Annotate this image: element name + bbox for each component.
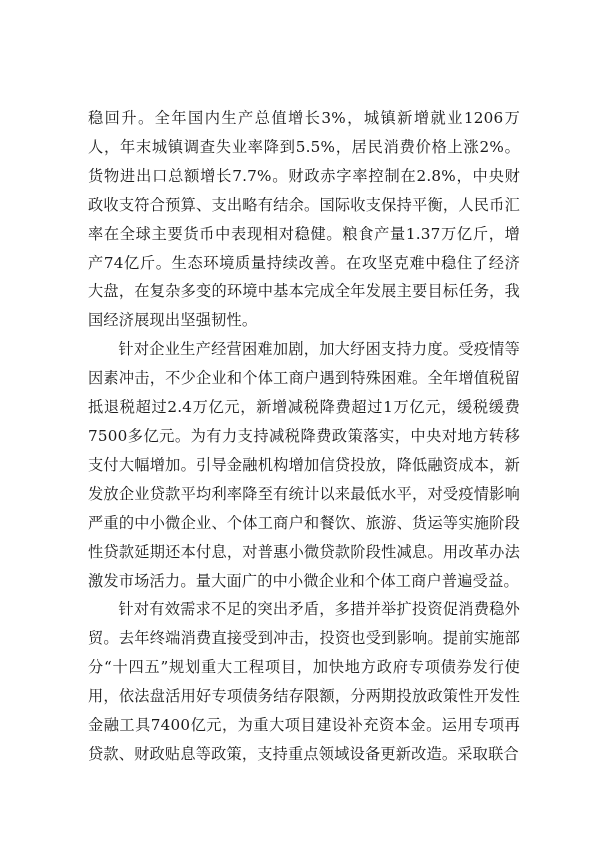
body-text: [88, 104, 520, 769]
paragraph-economy-summary: 稳回升。全年国内生产总值增长3%，城镇新增就业1206万人，年末城镇调查失业率降到5.5%，居民消费价格上涨2%。货物进出口总额增长7.7%。财政赤字率控制在2.8%，中央财政收支符合预算、支出略有结余。国际收支保持平衡，人民币汇率在全球主要货币中表现相对稳健。粮食产量1.37万亿斤，增产74亿斤。生态环境质量持续改善。在攻坚克难中稳住了经济大盘，在复杂多变的环境中基本完成全年发展主要目标任务，我国经济展现出坚强韧性。: [88, 109, 520, 330]
paragraph-demand-investment: 针对有效需求不足的突出矛盾，多措并举扩投资促消费稳外贸。去年终端消费直接受到冲击，投资也受到影响。提前实施部分“十四五”规划重大工程项目，加快地方政府专项债券发行使用，依法盘活用好专项债务结存限额，分两期投放政策性开发性金融工具7400亿元，为重大项目建设补充资本金。运用专项再贷款、财政贴息等政策，支持重点领域设备更新改造。采取联合: [88, 600, 520, 763]
paragraph-enterprise-relief: 针对企业生产经营困难加剧，加大纾困支持力度。受疫情等因素冲击，不少企业和个体工商户遇到特殊困难。全年增值税留抵退税超过2.4万亿元，新增减税降费超过1万亿元，缓税缓费7500多亿元。为有力支持减税降费政策落实，中央对地方转移支付大幅增加。引导金融机构增加信贷投放，降低融资成本，新发放企业贷款平均利率降至有统计以来最低水平，对受疫情影响严重的中小微企业、个体工商户和餐饮、旅游、货运等实施阶段性贷款延期还本付息，对普惠小微贷款阶段性减息。用改革办法激发市场活力。量大面广的中小微企业和个体工商户普遍受益。: [88, 340, 520, 590]
